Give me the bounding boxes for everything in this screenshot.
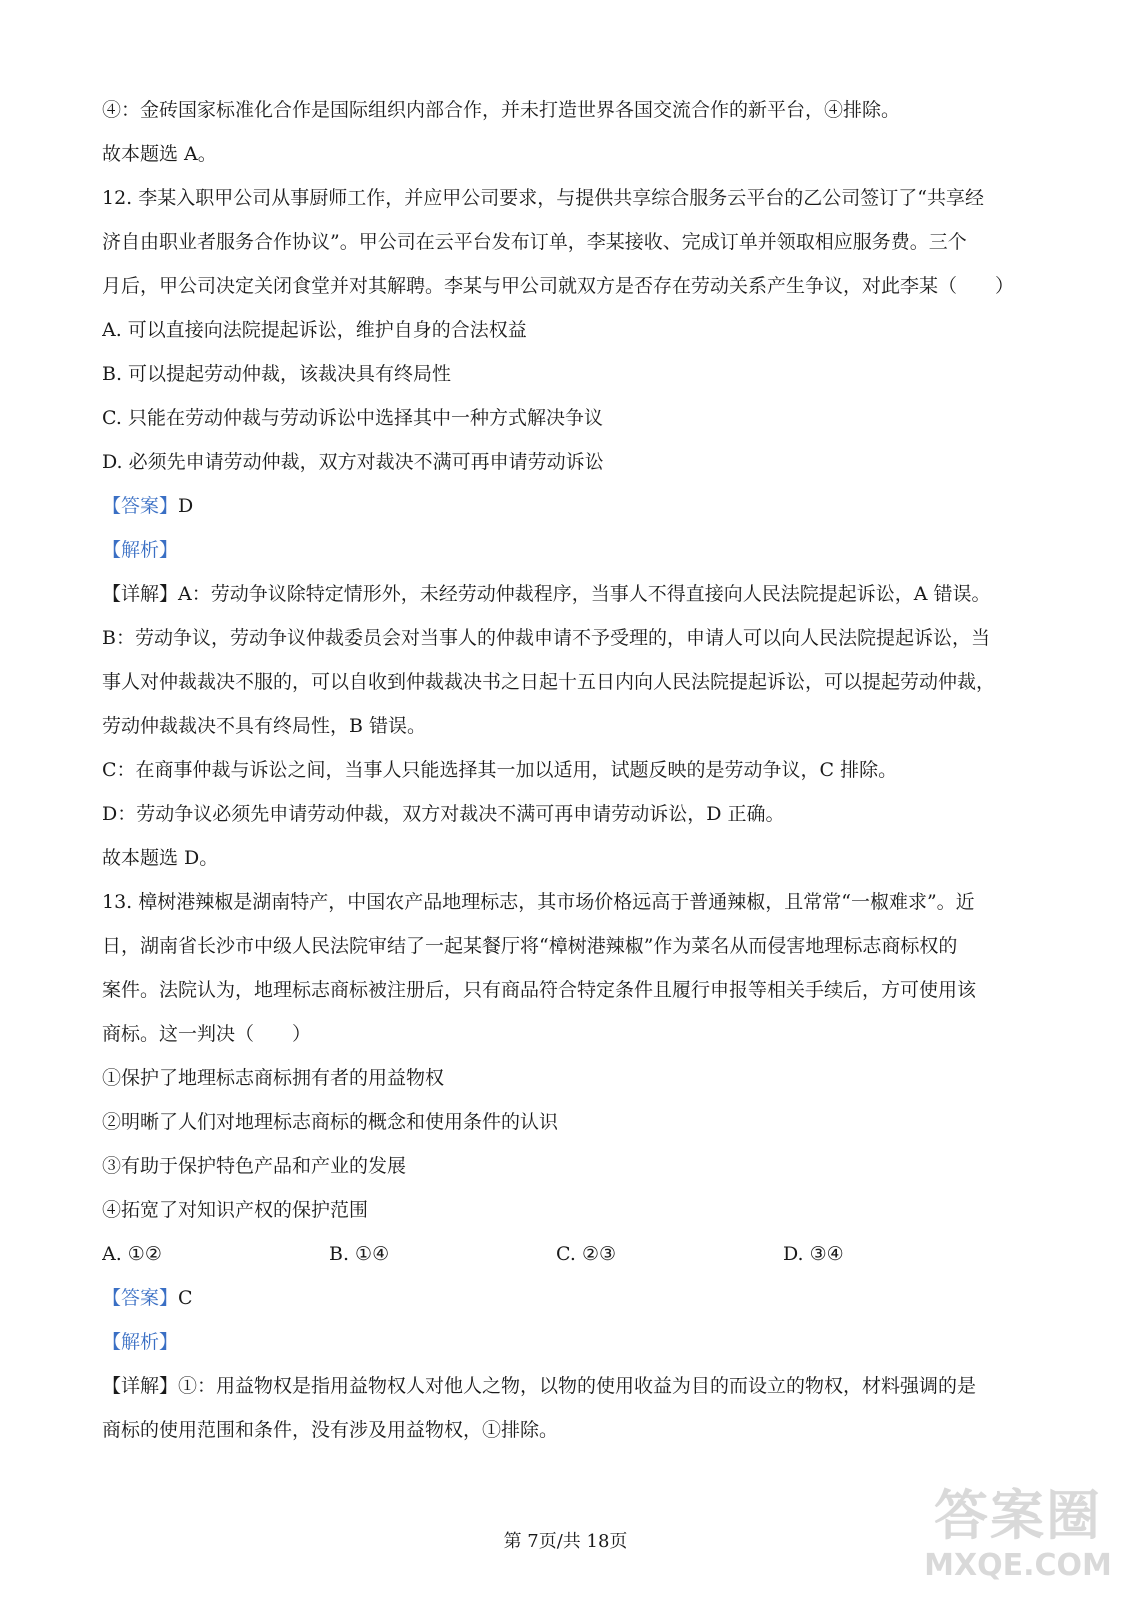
text-line: [102, 308, 1017, 352]
text-line: [102, 88, 1017, 132]
line-text: B. 可以提起劳动仲裁，该裁决具有终局性: [102, 363, 452, 385]
section-tag: 【解析】: [102, 539, 179, 561]
line-text: ②明晰了人们对地理标志商标的概念和使用条件的认识: [102, 1111, 559, 1133]
line-text: 月后，甲公司决定关闭食堂并对其解聘。李某与甲公司就双方是否存在劳动关系产生争议，对此李某（ ）: [102, 275, 1015, 297]
line-text: D: [178, 495, 194, 517]
watermark-en: MXQE.COM: [924, 1548, 1112, 1583]
text-line: [102, 748, 1017, 792]
line-text: C: [178, 1287, 193, 1309]
line-text: 劳动仲裁裁决不具有终局性，B 错误。: [102, 715, 427, 737]
text-line: [102, 1320, 1017, 1364]
line-text: 故本题选 D。: [102, 847, 219, 869]
line-text: 【详解】A：劳动争议除特定情形外，未经劳动仲裁程序，当事人不得直接向人民法院提起诉讼，A 错误。: [102, 583, 991, 605]
line-text: C. 只能在劳动仲裁与劳动诉讼中选择其中一种方式解决争议: [102, 407, 603, 429]
line-text: 日，湖南省长沙市中级人民法院审结了一起某餐厅将“樟树港辣椒”作为菜名从而侵害地理标志商标权的: [102, 935, 958, 957]
text-line: [102, 1100, 1017, 1144]
option-item: D. ③④: [783, 1243, 844, 1265]
text-line: [102, 484, 1017, 528]
text-line: [102, 220, 1017, 264]
line-text: ①保护了地理标志商标拥有者的用益物权: [102, 1067, 445, 1089]
text-line: [102, 660, 1017, 704]
text-line: [102, 616, 1017, 660]
text-line: [102, 924, 1017, 968]
text-line: [102, 528, 1017, 572]
line-text: B：劳动争议，劳动争议仲裁委员会对当事人的仲裁申请不予受理的，申请人可以向人民法院提起诉讼，当: [102, 627, 990, 649]
text-line: [102, 792, 1017, 836]
text-line: [102, 1364, 1017, 1408]
option-item: A. ①②: [102, 1243, 162, 1265]
line-text: 13. 樟树港辣椒是湖南特产，中国农产品地理标志，其市场价格远高于普通辣椒，且常常“一椒难求”。近: [102, 891, 975, 913]
line-text: D. 必须先申请劳动仲裁，双方对裁决不满可再申请劳动诉讼: [102, 451, 604, 473]
line-text: D：劳动争议必须先申请劳动仲裁，双方对裁决不满可再申请劳动诉讼，D 正确。: [102, 803, 785, 825]
watermark-logo: [923, 1486, 1113, 1594]
line-text: 事人对仲裁裁决不服的，可以自收到仲裁裁决书之日起十五日内向人民法院提起诉讼，可以提起劳动仲裁，: [102, 671, 996, 693]
text-line: [102, 1276, 1017, 1320]
text-line: [102, 352, 1017, 396]
option-item: B. ①④: [329, 1243, 390, 1265]
text-line: [102, 176, 1017, 220]
page-footer: 第 7页/共 18页: [503, 1531, 628, 1552]
text-line: [102, 1144, 1017, 1188]
text-line: [102, 572, 1017, 616]
text-line: [102, 264, 1017, 308]
line-text: 【详解】①：用益物权是指用益物权人对他人之物，以物的使用收益为目的而设立的物权，材料强调的是: [102, 1375, 977, 1397]
line-text: ④：金砖国家标准化合作是国际组织内部合作，并未打造世界各国交流合作的新平台，④排除。: [102, 99, 901, 121]
section-tag: 【答案】: [102, 1287, 179, 1309]
text-line: [102, 968, 1017, 1012]
watermark-cn: 答案圈: [934, 1484, 1102, 1547]
text-line: [102, 836, 1017, 880]
line-text: 商标。这一判决（ ）: [102, 1023, 312, 1045]
line-text: 故本题选 A。: [102, 143, 217, 165]
text-line: [102, 396, 1017, 440]
line-text: ④拓宽了对知识产权的保护范围: [102, 1199, 369, 1221]
section-tag: 【解析】: [102, 1331, 179, 1353]
text-line: [102, 1056, 1017, 1100]
section-tag: 【答案】: [102, 495, 179, 517]
answer-options: [102, 1232, 1017, 1276]
line-text: ③有助于保护特色产品和产业的发展: [102, 1155, 407, 1177]
text-line: [102, 1012, 1017, 1056]
text-line: [102, 704, 1017, 748]
line-text: 济自由职业者服务合作协议”。甲公司在云平台发布订单，李某接收、完成订单并领取相应服务费。三个: [102, 231, 967, 253]
text-line: [102, 880, 1017, 924]
line-text: C：在商事仲裁与诉讼之间，当事人只能选择其一加以适用，试题反映的是劳动争议，C 排除。: [102, 759, 898, 781]
option-item: C. ②③: [556, 1243, 617, 1265]
text-line: [102, 1188, 1017, 1232]
text-line: [102, 440, 1017, 484]
line-text: 商标的使用范围和条件，没有涉及用益物权，①排除。: [102, 1419, 559, 1441]
line-text: 12. 李某入职甲公司从事厨师工作，并应甲公司要求，与提供共享综合服务云平台的乙公司签订了“共享经: [102, 187, 984, 209]
text-line: [102, 132, 1017, 176]
document-page: [102, 88, 1017, 1452]
line-text: 案件。法院认为，地理标志商标被注册后，只有商品符合特定条件且履行申报等相关手续后，方可使用该: [102, 979, 977, 1001]
text-line: [102, 1408, 1017, 1452]
line-text: A. 可以直接向法院提起诉讼，维护自身的合法权益: [102, 319, 527, 341]
